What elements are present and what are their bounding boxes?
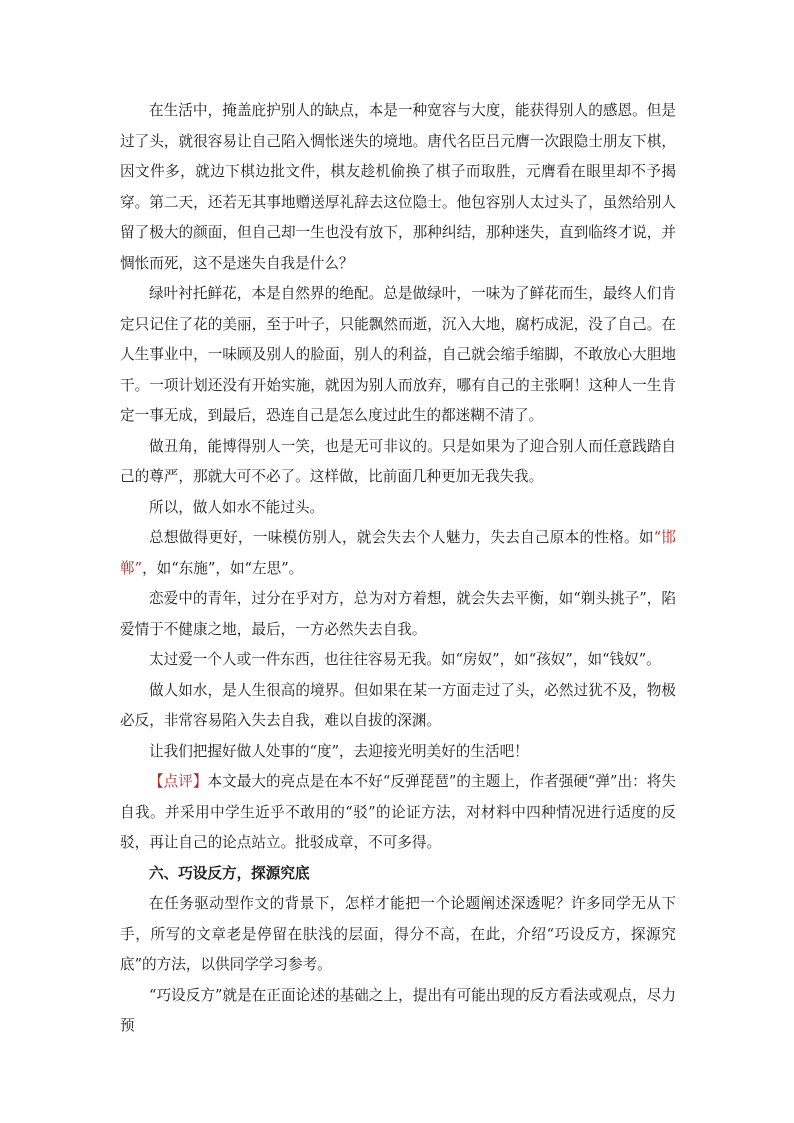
paragraph-5 bbox=[120, 523, 676, 584]
section-heading-6: 六、巧设反方，探源究底 bbox=[149, 864, 310, 882]
comment-text: 本文最大的亮点是在本不好“反弹琵琶”的主题上，作者强硬“弹”出：将失自我。并采用中学生近乎不敢用的“驳”的论证方法，对材料中四种情况进行适度的反驳，再让自己的论点站立。批驳成章，不可多得。 bbox=[120, 773, 676, 851]
paragraph-1: 在生活中，掩盖庇护别人的缺点，本是一种宽容与大度，能获得别人的感恩。但是过了头，就很容易让自己陷入惆怅迷失的境地。唐代名臣吕元膺一次跟隐士朋友下棋，因文件多，就边下棋边批文件，棋友趁机偷换了棋子而取胜，元膺看在眼里却不予揭穿。第二天，还若无其事地赠送厚礼辞去这位隐士。他包容别人太过头了，虽然给别人留了极大的颜面，但自己却一生也没有放下，那种纠结，那种迷失，直到临终才说，并惆怅而死，这不是迷失自我是什么？ bbox=[120, 102, 676, 272]
document-body bbox=[120, 96, 676, 1042]
paragraph-4: 所以，做人如水不能过头。 bbox=[149, 498, 325, 516]
paragraph-10: 在任务驱动型作文的背景下，怎样才能把一个论题阐述深透呢？许多同学无从下手，所写的文章老是停留在肤浅的层面，得分不高，在此，介绍“巧设反方，探源究底”的方法，以供同学学习参考。 bbox=[120, 895, 676, 973]
paragraph-6: 恋爱中的青年，过分在乎对方，总为对方着想，就会失去平衡，如“剃头挑子”，陷爱情于不健康之地，最后，一方必然失去自我。 bbox=[120, 590, 676, 638]
paragraph-7: 太过爱一个人或一件东西，也往往容易无我。如“房奴”，如“孩奴”，如“钱奴”。 bbox=[149, 651, 661, 668]
paragraph-3: 做丑角，能博得别人一笑，也是无可非议的。只是如果为了迎合别人而任意践踏自己的尊严，那就大可不必了。这样做，比前面几种更加无我失我。 bbox=[120, 437, 676, 485]
paragraph-8: 做人如水，是人生很高的境界。但如果在某一方面走过了头，必然过犹不及，物极必反，非常容易陷入失去自我，难以自拔的深渊。 bbox=[120, 681, 676, 729]
paragraph-5-highlight: “邯郸” bbox=[120, 529, 676, 577]
paragraph-9: 让我们把握好做人处事的“度”，去迎接光明美好的生活吧！ bbox=[149, 742, 529, 760]
paragraph-11: “巧设反方”就是在正面论述的基础之上，提出有可能出现的反方看法或观点，尽力预 bbox=[120, 986, 676, 1034]
paragraph-5-text-a: 总想做得更好，一味模仿别人，就会失去个人魅力，失去自己原本的性格。如 bbox=[149, 529, 654, 546]
paragraph-2: 绿叶衬托鲜花，本是自然界的绝配。总是做绿叶，一味为了鲜花而生，最终人们肯定只记住了花的美丽，至于叶子，只能飘然而逝，沉入大地，腐朽成泥，没了自己。在人生事业中，一味顾及别人的脸面，别人的利益，自己就会缩手缩脚，不敢放心大胆地干。一项计划还没有开始实施，就因为别人而放弃，哪有自己的主张啊！这种人一生肯定一事无成，到最后，恐连自己是怎么度过此生的都迷糊不清了。 bbox=[120, 285, 676, 424]
comment-paragraph bbox=[120, 767, 676, 859]
paragraph-5-text-b: ，如“东施”，如“左思”。 bbox=[142, 559, 304, 577]
comment-tag: 【点评】 bbox=[149, 773, 208, 790]
